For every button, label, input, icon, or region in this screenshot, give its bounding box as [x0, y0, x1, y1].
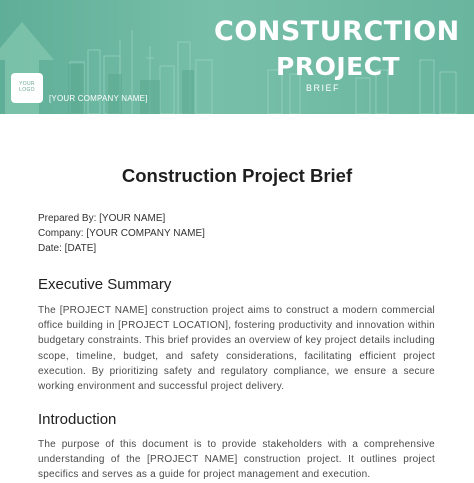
prepared-by: Prepared By: [YOUR NAME] [38, 213, 166, 224]
date-line: Date: [DATE] [38, 243, 97, 254]
banner-title-line2: PROJECT [276, 52, 401, 81]
document-title: Construction Project Brief [121, 165, 353, 186]
company-logo [11, 73, 43, 103]
section-heading-executive-summary: Executive Summary [38, 276, 172, 293]
banner-company-name: [YOUR COMPANY NAME] [49, 94, 148, 103]
header-banner [0, 0, 474, 114]
banner-title-line1: CONSTURCTION [214, 16, 460, 47]
document-meta [38, 211, 205, 256]
logo-text-line1: YOUR [19, 81, 35, 88]
section-body-executive-summary: The [PROJECT NAME] construction project aims to construct a modern commercial office building in [PROJECT LOCATION], fostering productivity and innovation within budgetary constraints. This brief provides an overview of key project details including scope, timeline, budget, and safety considerations, facilitating efficient project execution. By prioritizing safety and regulatory compliance, we ensure a secure working environment and successful project delivery. [38, 305, 435, 393]
logo-text-line2: LOGO [19, 87, 35, 93]
section-heading-introduction: Introduction [38, 411, 117, 428]
section-body-introduction: The purpose of this document is to provide stakeholders with a comprehensive understanding of the [PROJECT NAME] construction project. It outlines project specifics and serves as a guide for project management and execution. [38, 439, 435, 481]
banner-subtitle: BRIEF [306, 83, 341, 93]
company-line: Company: [YOUR COMPANY NAME] [38, 228, 205, 239]
